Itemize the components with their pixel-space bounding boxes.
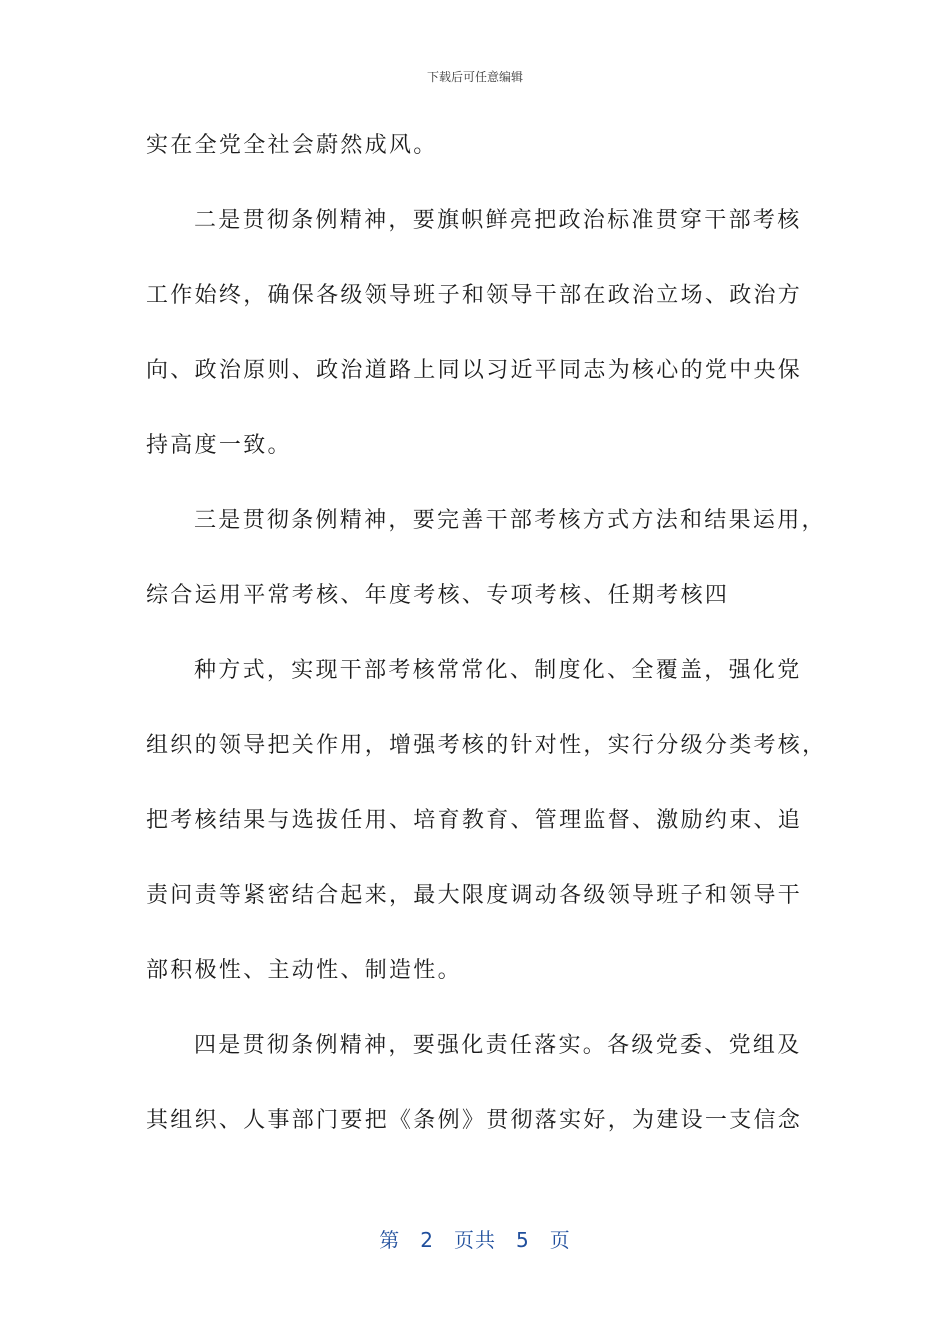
footer-suffix: 页: [549, 1228, 571, 1252]
text-line: 工作始终，确保各级领导班子和领导干部在政治立场、政治方: [146, 283, 803, 308]
text-line: 实在全党全社会蔚然成风。: [146, 133, 438, 158]
document-body: [146, 120, 827, 1170]
page-header-note: 下载后可任意编辑: [426, 70, 523, 84]
text-line: 持高度一致。: [146, 433, 292, 458]
text-line: 其组织、人事部门要把《条例》贯彻落实好，为建设一支信念: [146, 1108, 803, 1133]
text-line: 组织的领导把关作用，增强考核的针对性，实行分级分类考核，: [146, 733, 827, 758]
text-line: 责问责等紧密结合起来，最大限度调动各级领导班子和领导干: [146, 883, 803, 908]
text-line: 种方式，实现干部考核常常化、制度化、全覆盖，强化党: [194, 658, 802, 683]
footer-prefix: 第: [379, 1228, 401, 1252]
text-line: 综合运用平常考核、年度考核、专项考核、任期考核四: [146, 583, 730, 608]
footer-middle: 页共: [454, 1228, 496, 1252]
text-line: 四是贯彻条例精神，要强化责任落实。各级党委、党组及: [194, 1033, 802, 1058]
text-line: 二是贯彻条例精神，要旗帜鲜亮把政治标准贯穿干部考核: [194, 208, 802, 233]
text-line: 把考核结果与选拔任用、培育教育、管理监督、激励约束、追: [146, 808, 803, 833]
total-pages-number: 5: [516, 1228, 530, 1252]
current-page-number: 2: [420, 1228, 434, 1252]
page-number-footer: [0, 1224, 950, 1253]
text-line: 向、政治原则、政治道路上同以习近平同志为核心的党中央保: [146, 358, 803, 383]
text-line: 三是贯彻条例精神，要完善干部考核方式方法和结果运用，: [194, 508, 826, 533]
text-line: 部积极性、主动性、制造性。: [146, 958, 462, 983]
